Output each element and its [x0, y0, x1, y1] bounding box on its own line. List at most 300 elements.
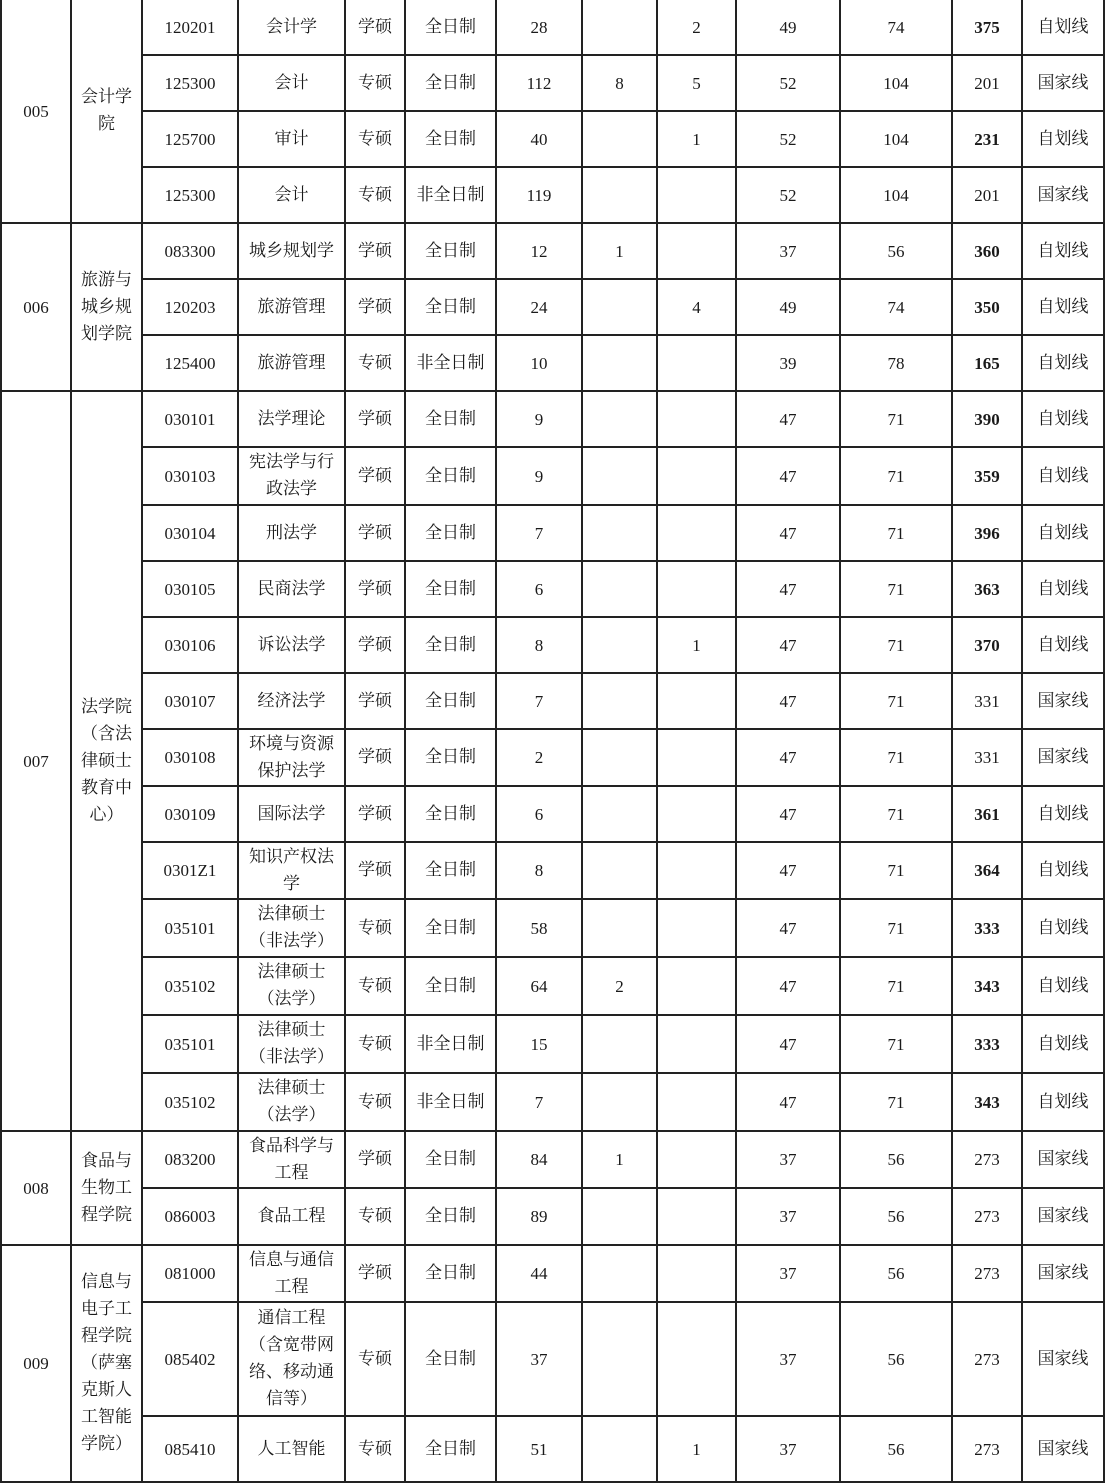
total-score-cell: 396: [952, 505, 1022, 561]
study-mode-cell: 全日制: [405, 279, 496, 335]
extra-count-cell: [582, 842, 657, 899]
college-code-cell: 007: [1, 391, 71, 1131]
score-line-type-cell: 自划线: [1022, 842, 1104, 899]
study-mode-cell: 全日制: [405, 1416, 496, 1482]
single-score-100-cell: 37: [736, 1245, 840, 1302]
single-score-100-cell: 47: [736, 842, 840, 899]
total-score-cell: 273: [952, 1245, 1022, 1302]
single-score-100-cell: 37: [736, 223, 840, 279]
plan-count-cell: 12: [496, 223, 582, 279]
table-row: [1, 617, 1104, 673]
table-row: [1, 1188, 1104, 1245]
single-score-150-cell: 56: [840, 1302, 952, 1416]
single-score-150-cell: 104: [840, 167, 952, 223]
single-score-150-cell: 71: [840, 447, 952, 505]
degree-type-cell: 专硕: [345, 167, 405, 223]
total-score-cell: 343: [952, 957, 1022, 1015]
table-row: [1, 729, 1104, 786]
single-score-100-cell: 39: [736, 335, 840, 391]
plan-count-cell: 15: [496, 1015, 582, 1073]
degree-type-cell: 专硕: [345, 1302, 405, 1416]
study-mode-cell: 非全日制: [405, 1073, 496, 1131]
degree-type-cell: 学硕: [345, 617, 405, 673]
plan-count-cell: 64: [496, 957, 582, 1015]
single-score-150-cell: 71: [840, 729, 952, 786]
major-name-cell: 国际法学: [238, 786, 345, 842]
major-name-cell: 会计: [238, 167, 345, 223]
single-score-100-cell: 47: [736, 729, 840, 786]
score-line-type-cell: 国家线: [1022, 1131, 1104, 1188]
degree-type-cell: 专硕: [345, 111, 405, 167]
plan-count-cell: 37: [496, 1302, 582, 1416]
degree-type-cell: 专硕: [345, 1416, 405, 1482]
major-name-cell: 法律硕士（法学）: [238, 957, 345, 1015]
major-name-cell: 会计学: [238, 0, 345, 55]
table-row: [1, 842, 1104, 899]
college-code-cell: 008: [1, 1131, 71, 1245]
single-score-100-cell: 47: [736, 505, 840, 561]
exempt-count-cell: [657, 786, 736, 842]
study-mode-cell: 非全日制: [405, 167, 496, 223]
study-mode-cell: 全日制: [405, 391, 496, 447]
total-score-cell: 273: [952, 1131, 1022, 1188]
college-name-cell: 会计学院: [71, 0, 142, 223]
total-score-cell: 273: [952, 1302, 1022, 1416]
single-score-150-cell: 71: [840, 505, 952, 561]
major-code-cell: 083300: [142, 223, 238, 279]
study-mode-cell: 全日制: [405, 1131, 496, 1188]
single-score-100-cell: 49: [736, 279, 840, 335]
single-score-100-cell: 47: [736, 673, 840, 729]
table-body: [1, 0, 1104, 1482]
single-score-150-cell: 71: [840, 786, 952, 842]
degree-type-cell: 学硕: [345, 786, 405, 842]
table-row: [1, 957, 1104, 1015]
total-score-cell: 331: [952, 729, 1022, 786]
degree-type-cell: 学硕: [345, 447, 405, 505]
study-mode-cell: 全日制: [405, 899, 496, 957]
score-line-type-cell: 自划线: [1022, 617, 1104, 673]
extra-count-cell: [582, 899, 657, 957]
score-line-type-cell: 自划线: [1022, 899, 1104, 957]
extra-count-cell: [582, 1416, 657, 1482]
college-code-cell: 009: [1, 1245, 71, 1482]
total-score-cell: 165: [952, 335, 1022, 391]
major-name-cell: 通信工程（含宽带网络、移动通信等）: [238, 1302, 345, 1416]
plan-count-cell: 8: [496, 617, 582, 673]
study-mode-cell: 全日制: [405, 447, 496, 505]
degree-type-cell: 专硕: [345, 335, 405, 391]
study-mode-cell: 全日制: [405, 957, 496, 1015]
single-score-150-cell: 71: [840, 1073, 952, 1131]
college-name-cell: 信息与电子工程学院（萨塞克斯人工智能学院）: [71, 1245, 142, 1482]
study-mode-cell: 全日制: [405, 786, 496, 842]
single-score-150-cell: 56: [840, 1245, 952, 1302]
exempt-count-cell: [657, 1302, 736, 1416]
degree-type-cell: 专硕: [345, 899, 405, 957]
study-mode-cell: 全日制: [405, 505, 496, 561]
plan-count-cell: 9: [496, 447, 582, 505]
single-score-150-cell: 71: [840, 617, 952, 673]
score-line-type-cell: 自划线: [1022, 1073, 1104, 1131]
total-score-cell: 231: [952, 111, 1022, 167]
college-name-cell: 旅游与城乡规划学院: [71, 223, 142, 391]
single-score-150-cell: 71: [840, 1015, 952, 1073]
score-line-type-cell: 自划线: [1022, 447, 1104, 505]
exempt-count-cell: 1: [657, 111, 736, 167]
major-name-cell: 审计: [238, 111, 345, 167]
exempt-count-cell: [657, 335, 736, 391]
table-row: [1, 55, 1104, 111]
major-code-cell: 030104: [142, 505, 238, 561]
major-code-cell: 120203: [142, 279, 238, 335]
major-code-cell: 030103: [142, 447, 238, 505]
exempt-count-cell: [657, 391, 736, 447]
extra-count-cell: [582, 167, 657, 223]
major-name-cell: 环境与资源保护法学: [238, 729, 345, 786]
single-score-100-cell: 47: [736, 617, 840, 673]
major-code-cell: 086003: [142, 1188, 238, 1245]
single-score-150-cell: 56: [840, 1131, 952, 1188]
degree-type-cell: 专硕: [345, 55, 405, 111]
exempt-count-cell: 1: [657, 617, 736, 673]
total-score-cell: 360: [952, 223, 1022, 279]
extra-count-cell: [582, 505, 657, 561]
major-name-cell: 宪法学与行政法学: [238, 447, 345, 505]
exempt-count-cell: [657, 1245, 736, 1302]
degree-type-cell: 学硕: [345, 842, 405, 899]
table-row: [1, 505, 1104, 561]
extra-count-cell: 8: [582, 55, 657, 111]
plan-count-cell: 8: [496, 842, 582, 899]
single-score-150-cell: 71: [840, 561, 952, 617]
study-mode-cell: 全日制: [405, 673, 496, 729]
single-score-150-cell: 71: [840, 899, 952, 957]
study-mode-cell: 全日制: [405, 1188, 496, 1245]
major-name-cell: 食品科学与工程: [238, 1131, 345, 1188]
single-score-100-cell: 47: [736, 391, 840, 447]
plan-count-cell: 84: [496, 1131, 582, 1188]
major-code-cell: 030101: [142, 391, 238, 447]
plan-count-cell: 51: [496, 1416, 582, 1482]
table-row: [1, 279, 1104, 335]
degree-type-cell: 专硕: [345, 1015, 405, 1073]
degree-type-cell: 学硕: [345, 279, 405, 335]
exempt-count-cell: [657, 561, 736, 617]
score-line-type-cell: 国家线: [1022, 1188, 1104, 1245]
single-score-150-cell: 104: [840, 111, 952, 167]
single-score-150-cell: 71: [840, 842, 952, 899]
score-line-type-cell: 自划线: [1022, 279, 1104, 335]
major-code-cell: 081000: [142, 1245, 238, 1302]
total-score-cell: 273: [952, 1188, 1022, 1245]
score-line-type-cell: 自划线: [1022, 561, 1104, 617]
total-score-cell: 333: [952, 1015, 1022, 1073]
single-score-150-cell: 56: [840, 1188, 952, 1245]
major-name-cell: 诉讼法学: [238, 617, 345, 673]
major-code-cell: 125700: [142, 111, 238, 167]
extra-count-cell: [582, 1015, 657, 1073]
plan-count-cell: 24: [496, 279, 582, 335]
table-row: [1, 899, 1104, 957]
total-score-cell: 364: [952, 842, 1022, 899]
single-score-100-cell: 37: [736, 1416, 840, 1482]
major-name-cell: 法律硕士（非法学）: [238, 899, 345, 957]
plan-count-cell: 40: [496, 111, 582, 167]
single-score-150-cell: 56: [840, 223, 952, 279]
score-line-type-cell: 自划线: [1022, 0, 1104, 55]
plan-count-cell: 7: [496, 505, 582, 561]
study-mode-cell: 全日制: [405, 842, 496, 899]
score-line-type-cell: 国家线: [1022, 729, 1104, 786]
total-score-cell: 343: [952, 1073, 1022, 1131]
exempt-count-cell: 2: [657, 0, 736, 55]
study-mode-cell: 全日制: [405, 223, 496, 279]
score-line-type-cell: 自划线: [1022, 335, 1104, 391]
major-name-cell: 民商法学: [238, 561, 345, 617]
single-score-100-cell: 52: [736, 55, 840, 111]
extra-count-cell: [582, 391, 657, 447]
study-mode-cell: 全日制: [405, 617, 496, 673]
single-score-100-cell: 47: [736, 957, 840, 1015]
extra-count-cell: [582, 786, 657, 842]
major-code-cell: 035101: [142, 1015, 238, 1073]
extra-count-cell: [582, 0, 657, 55]
extra-count-cell: [582, 561, 657, 617]
major-name-cell: 法律硕士（法学）: [238, 1073, 345, 1131]
study-mode-cell: 全日制: [405, 0, 496, 55]
major-code-cell: 030107: [142, 673, 238, 729]
total-score-cell: 333: [952, 899, 1022, 957]
exempt-count-cell: [657, 447, 736, 505]
degree-type-cell: 专硕: [345, 1073, 405, 1131]
plan-count-cell: 28: [496, 0, 582, 55]
exempt-count-cell: [657, 223, 736, 279]
total-score-cell: 201: [952, 167, 1022, 223]
extra-count-cell: [582, 447, 657, 505]
table-row: [1, 1245, 1104, 1302]
major-name-cell: 知识产权法学: [238, 842, 345, 899]
table-row: [1, 167, 1104, 223]
degree-type-cell: 学硕: [345, 505, 405, 561]
plan-count-cell: 2: [496, 729, 582, 786]
plan-count-cell: 9: [496, 391, 582, 447]
total-score-cell: 390: [952, 391, 1022, 447]
table-row: [1, 111, 1104, 167]
major-code-cell: 125300: [142, 55, 238, 111]
major-name-cell: 经济法学: [238, 673, 345, 729]
study-mode-cell: 全日制: [405, 561, 496, 617]
major-name-cell: 城乡规划学: [238, 223, 345, 279]
total-score-cell: 331: [952, 673, 1022, 729]
total-score-cell: 363: [952, 561, 1022, 617]
single-score-150-cell: 104: [840, 55, 952, 111]
table-row: [1, 561, 1104, 617]
study-mode-cell: 全日制: [405, 1245, 496, 1302]
table-row: [1, 1015, 1104, 1073]
extra-count-cell: [582, 617, 657, 673]
single-score-150-cell: 78: [840, 335, 952, 391]
score-line-type-cell: 自划线: [1022, 391, 1104, 447]
single-score-100-cell: 47: [736, 1015, 840, 1073]
major-name-cell: 会计: [238, 55, 345, 111]
study-mode-cell: 非全日制: [405, 335, 496, 391]
major-code-cell: 085410: [142, 1416, 238, 1482]
score-line-type-cell: 国家线: [1022, 1416, 1104, 1482]
table-row: [1, 1131, 1104, 1188]
table-row: [1, 786, 1104, 842]
study-mode-cell: 全日制: [405, 55, 496, 111]
study-mode-cell: 全日制: [405, 111, 496, 167]
single-score-100-cell: 52: [736, 111, 840, 167]
table-row: [1, 0, 1104, 55]
single-score-100-cell: 47: [736, 447, 840, 505]
plan-count-cell: 119: [496, 167, 582, 223]
college-code-cell: 006: [1, 223, 71, 391]
major-code-cell: 125400: [142, 335, 238, 391]
table-row: [1, 1416, 1104, 1482]
extra-count-cell: [582, 729, 657, 786]
score-line-type-cell: 国家线: [1022, 55, 1104, 111]
total-score-cell: 201: [952, 55, 1022, 111]
major-code-cell: 030109: [142, 786, 238, 842]
score-line-type-cell: 自划线: [1022, 111, 1104, 167]
extra-count-cell: [582, 335, 657, 391]
extra-count-cell: 1: [582, 223, 657, 279]
total-score-cell: 375: [952, 0, 1022, 55]
single-score-100-cell: 52: [736, 167, 840, 223]
major-name-cell: 旅游管理: [238, 279, 345, 335]
plan-count-cell: 89: [496, 1188, 582, 1245]
exempt-count-cell: 1: [657, 1416, 736, 1482]
degree-type-cell: 专硕: [345, 1188, 405, 1245]
exempt-count-cell: [657, 957, 736, 1015]
single-score-100-cell: 47: [736, 899, 840, 957]
table-row: [1, 1302, 1104, 1416]
score-line-type-cell: 自划线: [1022, 223, 1104, 279]
degree-type-cell: 学硕: [345, 391, 405, 447]
extra-count-cell: 1: [582, 1131, 657, 1188]
degree-type-cell: 学硕: [345, 0, 405, 55]
extra-count-cell: [582, 111, 657, 167]
major-code-cell: 030105: [142, 561, 238, 617]
single-score-150-cell: 71: [840, 957, 952, 1015]
plan-count-cell: 7: [496, 673, 582, 729]
score-line-type-cell: 自划线: [1022, 505, 1104, 561]
major-name-cell: 食品工程: [238, 1188, 345, 1245]
degree-type-cell: 学硕: [345, 729, 405, 786]
degree-type-cell: 学硕: [345, 561, 405, 617]
total-score-cell: 359: [952, 447, 1022, 505]
exempt-count-cell: [657, 673, 736, 729]
score-line-type-cell: 国家线: [1022, 1302, 1104, 1416]
exempt-count-cell: [657, 505, 736, 561]
major-name-cell: 法律硕士（非法学）: [238, 1015, 345, 1073]
college-name-cell: 法学院（含法律硕士教育中心）: [71, 391, 142, 1131]
single-score-100-cell: 37: [736, 1302, 840, 1416]
degree-type-cell: 学硕: [345, 1131, 405, 1188]
score-line-type-cell: 自划线: [1022, 786, 1104, 842]
college-code-cell: 005: [1, 0, 71, 223]
extra-count-cell: [582, 1245, 657, 1302]
major-code-cell: 030108: [142, 729, 238, 786]
study-mode-cell: 全日制: [405, 729, 496, 786]
extra-count-cell: [582, 1073, 657, 1131]
score-line-type-cell: 国家线: [1022, 167, 1104, 223]
study-mode-cell: 全日制: [405, 1302, 496, 1416]
major-name-cell: 信息与通信工程: [238, 1245, 345, 1302]
plan-count-cell: 6: [496, 786, 582, 842]
exempt-count-cell: [657, 1188, 736, 1245]
single-score-150-cell: 71: [840, 391, 952, 447]
table-row: [1, 391, 1104, 447]
plan-count-cell: 10: [496, 335, 582, 391]
exempt-count-cell: [657, 1073, 736, 1131]
single-score-100-cell: 47: [736, 786, 840, 842]
single-score-100-cell: 37: [736, 1131, 840, 1188]
exempt-count-cell: [657, 729, 736, 786]
extra-count-cell: 2: [582, 957, 657, 1015]
major-code-cell: 083200: [142, 1131, 238, 1188]
table-row: [1, 1073, 1104, 1131]
plan-count-cell: 112: [496, 55, 582, 111]
major-code-cell: 120201: [142, 0, 238, 55]
score-line-type-cell: 自划线: [1022, 1015, 1104, 1073]
table-row: [1, 447, 1104, 505]
extra-count-cell: [582, 279, 657, 335]
total-score-cell: 273: [952, 1416, 1022, 1482]
table-row: [1, 673, 1104, 729]
plan-count-cell: 7: [496, 1073, 582, 1131]
total-score-cell: 350: [952, 279, 1022, 335]
single-score-150-cell: 56: [840, 1416, 952, 1482]
single-score-150-cell: 74: [840, 279, 952, 335]
single-score-100-cell: 47: [736, 1073, 840, 1131]
plan-count-cell: 6: [496, 561, 582, 617]
exempt-count-cell: 4: [657, 279, 736, 335]
major-code-cell: 125300: [142, 167, 238, 223]
exempt-count-cell: [657, 1131, 736, 1188]
single-score-100-cell: 49: [736, 0, 840, 55]
study-mode-cell: 非全日制: [405, 1015, 496, 1073]
single-score-100-cell: 47: [736, 561, 840, 617]
exempt-count-cell: 5: [657, 55, 736, 111]
score-line-type-cell: 国家线: [1022, 1245, 1104, 1302]
single-score-150-cell: 74: [840, 0, 952, 55]
extra-count-cell: [582, 1302, 657, 1416]
major-code-cell: 035102: [142, 957, 238, 1015]
table-row: [1, 223, 1104, 279]
extra-count-cell: [582, 1188, 657, 1245]
exempt-count-cell: [657, 167, 736, 223]
degree-type-cell: 专硕: [345, 957, 405, 1015]
table-row: [1, 335, 1104, 391]
extra-count-cell: [582, 673, 657, 729]
degree-type-cell: 学硕: [345, 1245, 405, 1302]
score-line-type-cell: 国家线: [1022, 673, 1104, 729]
single-score-100-cell: 37: [736, 1188, 840, 1245]
degree-type-cell: 学硕: [345, 673, 405, 729]
total-score-cell: 361: [952, 786, 1022, 842]
major-code-cell: 035102: [142, 1073, 238, 1131]
plan-count-cell: 58: [496, 899, 582, 957]
single-score-150-cell: 71: [840, 673, 952, 729]
major-name-cell: 刑法学: [238, 505, 345, 561]
exempt-count-cell: [657, 842, 736, 899]
major-code-cell: 030106: [142, 617, 238, 673]
major-code-cell: 035101: [142, 899, 238, 957]
total-score-cell: 370: [952, 617, 1022, 673]
